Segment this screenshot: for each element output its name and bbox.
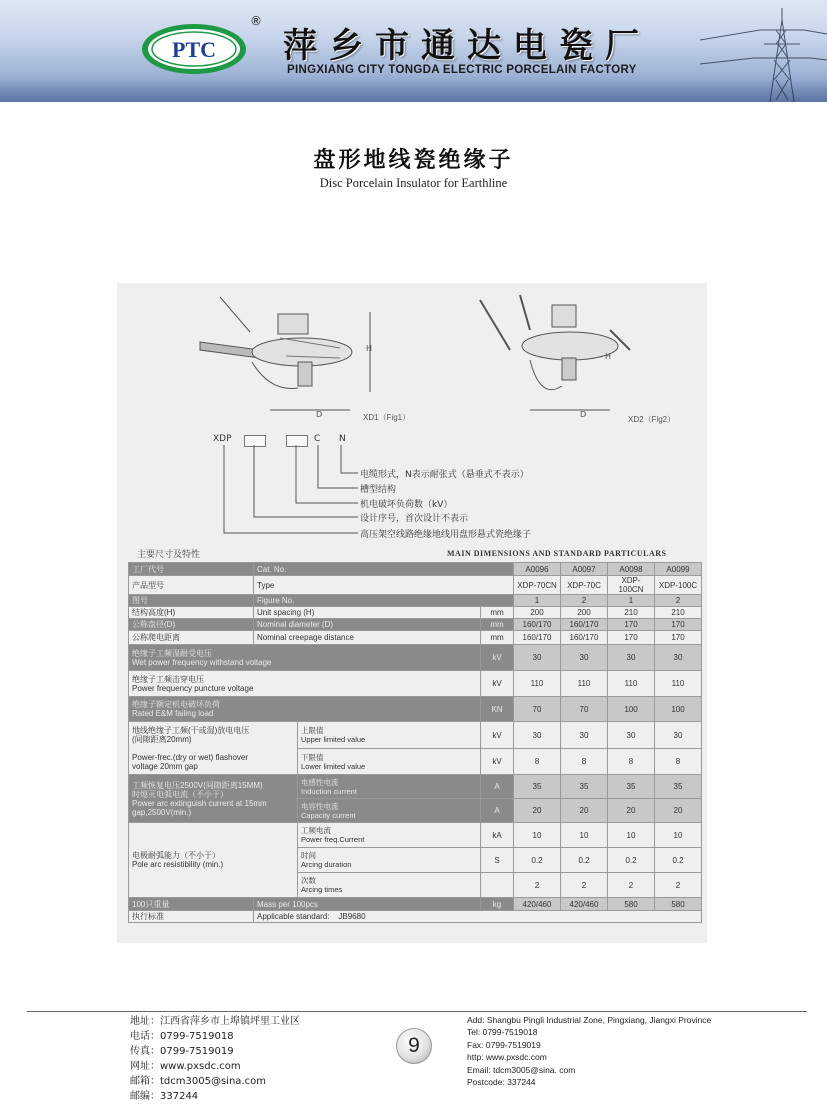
cell-value: 30 <box>514 722 561 749</box>
cell-value: 20 <box>514 799 561 823</box>
label-cn: 绝缘子额定机电破坏负荷 <box>132 700 220 709</box>
cell-value: 30 <box>608 722 655 749</box>
cell-value: 170 <box>608 631 655 645</box>
label-cn-2: (间隙距离20mm) <box>132 734 192 744</box>
cell-value: 30 <box>655 722 702 749</box>
label-en: Wet power frequency withstand voltage <box>132 657 272 667</box>
label-cn: 图号 <box>129 595 254 607</box>
label-pair <box>129 671 481 697</box>
unit: kV <box>481 645 514 671</box>
label-cn: 电极耐弧能力（不小于） <box>132 851 220 860</box>
label-en: Arcing duration <box>301 860 352 869</box>
label-cn: 次数 <box>301 876 316 885</box>
label-en: Applicable standard: <box>257 912 330 921</box>
label-cn: 电容性电流 <box>301 801 339 811</box>
label-cn: 执行标准 <box>129 911 254 923</box>
row-standard <box>129 911 702 923</box>
cell-value: 30 <box>608 645 655 671</box>
label-en: Lower limited value <box>301 761 366 771</box>
unit: kA <box>481 823 514 848</box>
label-cn: 公称爬电距离 <box>129 631 254 645</box>
row-type <box>129 576 702 595</box>
label-cn: 绝缘子工频击穿电压 <box>132 674 204 684</box>
row-mass <box>129 898 702 911</box>
cell-value: 0.2 <box>561 848 608 873</box>
ptc-logo <box>140 22 248 76</box>
cell-value: 160/170 <box>514 631 561 645</box>
label-cn: 产品型号 <box>129 576 254 595</box>
cell-value: 2 <box>561 873 608 898</box>
label-cn: 电感性电流 <box>301 777 339 787</box>
cell-value: 200 <box>561 607 608 619</box>
cell-value: 160/170 <box>561 631 608 645</box>
cell-value: 2 <box>561 595 608 607</box>
unit: A <box>481 799 514 823</box>
label-cn: 时间 <box>301 851 316 860</box>
cell-value: 1 <box>514 595 561 607</box>
row-diameter <box>129 619 702 631</box>
label-en: Nominal creepage distance <box>254 631 481 645</box>
cell-value: 2 <box>514 873 561 898</box>
cell-value: 170 <box>608 619 655 631</box>
sublabel-pair <box>298 775 481 799</box>
row-flashover-upper <box>129 722 702 749</box>
fig2-label: XD2（Fig2） <box>628 415 676 424</box>
cell-value: 20 <box>655 799 702 823</box>
model-code-prefix: XDP <box>213 434 232 444</box>
cell-value: 100 <box>608 697 655 722</box>
cell-value: 210 <box>608 607 655 619</box>
label-cn: 公称盘径(D) <box>129 619 254 631</box>
cell-value: 30 <box>561 645 608 671</box>
row-factory-code <box>129 563 702 576</box>
unit: kV <box>481 671 514 697</box>
cell-value: 580 <box>655 898 702 911</box>
cell-value: 110 <box>561 671 608 697</box>
cell-value: 10 <box>608 823 655 848</box>
registered-mark: ® <box>250 14 262 28</box>
cell-value: 210 <box>655 607 702 619</box>
address-cn: 地址：江西省萍乡市上埠镇坪里工业区 <box>130 1016 300 1027</box>
cell-value: 8 <box>608 749 655 775</box>
cell-value: 30 <box>561 722 608 749</box>
legend-line-2: 槽型结构 <box>360 485 397 495</box>
label-en: Rated E&M failing load <box>132 709 214 718</box>
label-en: Pole arc resistibility (min.) <box>132 860 224 869</box>
row-unit-spacing <box>129 607 702 619</box>
label-cn: 结构高度(H) <box>129 607 254 619</box>
unit: KN <box>481 697 514 722</box>
postcode-en: Postcode: 337244 <box>467 1077 536 1088</box>
cell-value: 170 <box>655 619 702 631</box>
sublabel-pair <box>298 873 481 898</box>
standard-code: JB9680 <box>338 912 366 921</box>
cell-value: 35 <box>608 775 655 799</box>
cell-value: 8 <box>514 749 561 775</box>
label-en: Mass per 100pcs <box>254 898 481 911</box>
label-cn: 工厂代号 <box>129 563 254 576</box>
cell-value: 100 <box>655 697 702 722</box>
email-cn[interactable]: 邮箱：tdcm3005@sina.com <box>130 1076 266 1087</box>
extinguish-label <box>129 775 298 823</box>
legend-line-5: 高压架空线路绝缘地线用盘形悬式瓷绝缘子 <box>360 530 532 540</box>
row-induction-current <box>129 775 702 799</box>
cell-value: 30 <box>655 645 702 671</box>
label-en: Power arc extinguish current at 15mm <box>132 798 267 808</box>
company-name-cn: 萍乡市通达电瓷厂 <box>283 26 651 66</box>
cell-value: 70 <box>561 697 608 722</box>
unit: S <box>481 848 514 873</box>
cell-value: 420/460 <box>561 898 608 911</box>
label-cn: 下限值 <box>301 752 324 762</box>
website-cn[interactable]: 网址：www.pxsdc.com <box>130 1061 241 1072</box>
sublabel-pair <box>298 799 481 823</box>
label-en: Type <box>254 576 514 595</box>
table-caption-en: MAIN DIMENSIONS AND STANDARD PARTICULARS <box>447 549 667 558</box>
company-name-en: PINGXIANG CITY TONGDA ELECTRIC PORCELAIN FACTORY <box>287 64 637 76</box>
cell-value: 420/460 <box>514 898 561 911</box>
label-en: Arcing times <box>301 885 343 894</box>
unit: mm <box>481 631 514 645</box>
dim-h-fig2: H <box>605 352 612 361</box>
row-arc-current <box>129 823 702 848</box>
cell-a0096: A0096 <box>514 563 561 576</box>
cell-value: 170 <box>655 631 702 645</box>
sublabel-pair <box>298 722 481 749</box>
label-en: Power frequency puncture voltage <box>132 683 254 693</box>
dim-d-fig2: D <box>580 410 587 419</box>
cell-value: 2 <box>655 873 702 898</box>
cell-value: 8 <box>655 749 702 775</box>
footer-contact-en <box>467 1014 711 1088</box>
footer-divider <box>27 1011 807 1012</box>
label-cn: 地线绝缘子工频(干或湿)放电电压 <box>132 725 250 735</box>
arc-label <box>129 823 298 898</box>
cell-value: 110 <box>655 671 702 697</box>
legend-line-4: 设计序号，首次设计不表示 <box>360 514 469 524</box>
postcode-cn: 邮编：337244 <box>130 1091 199 1102</box>
page-subtitle: Disc Porcelain Insulator for Earthline <box>319 176 508 190</box>
label-en: Nominal diameter (D) <box>254 619 481 631</box>
cell-value: 2 <box>655 595 702 607</box>
sublabel-pair <box>298 848 481 873</box>
cell-value: 2 <box>608 873 655 898</box>
sublabel-pair <box>298 823 481 848</box>
fig1-label: XD1（Fig1） <box>363 413 411 422</box>
label-en: Cat. No. <box>254 563 514 576</box>
model-code-n: N <box>339 434 346 444</box>
cell-value: 110 <box>514 671 561 697</box>
row-wet-withstand <box>129 645 702 671</box>
unit: A <box>481 775 514 799</box>
fax-cn: 传真：0799-7519019 <box>130 1046 234 1057</box>
label-en: Power freq.Current <box>301 835 365 844</box>
cell-value: 70 <box>514 697 561 722</box>
cell-value: 110 <box>608 671 655 697</box>
unit <box>481 873 514 898</box>
row-puncture <box>129 671 702 697</box>
model-code-leader-lines <box>220 445 370 540</box>
label-en: Induction current <box>301 786 357 796</box>
spec-table <box>128 562 702 923</box>
label-cn: 上限值 <box>301 726 324 735</box>
insulator-drawing-fig1 <box>190 292 380 432</box>
label-cn: 工频电流 <box>301 826 331 835</box>
cell-value: 35 <box>561 775 608 799</box>
website-en[interactable]: http: www.pxsdc.com <box>467 1052 547 1063</box>
cell-a0098: A0098 <box>608 563 655 576</box>
flashover-label <box>129 722 298 775</box>
cell-value: 0.2 <box>608 848 655 873</box>
cell-value: 20 <box>608 799 655 823</box>
label-cn: 绝缘子工频湿耐受电压 <box>132 648 212 658</box>
legend-line-1: 电缆形式，N表示耐张式（悬垂式不表示） <box>360 470 529 480</box>
dim-h-fig1: H <box>366 344 373 353</box>
cell-value: 10 <box>514 823 561 848</box>
row-figure <box>129 595 702 607</box>
unit: kg <box>481 898 514 911</box>
cell-value: 10 <box>655 823 702 848</box>
table-caption-cn: 主要尺寸及特性 <box>137 550 201 560</box>
email-en[interactable]: Email: tdcm3005@sina. com <box>467 1064 576 1075</box>
row-creepage <box>129 631 702 645</box>
label-pair <box>129 645 481 671</box>
cell-value: 0.2 <box>514 848 561 873</box>
cell-value: XDP-100C <box>655 576 702 595</box>
label-cn: 工频恢复电压2500V(间隙距离15MM) <box>132 780 263 790</box>
tel-en: Tel: 0799-7519018 <box>467 1027 538 1038</box>
unit: mm <box>481 619 514 631</box>
cell-value: 160/170 <box>561 619 608 631</box>
sublabel-pair <box>298 749 481 775</box>
address-en: Add: Shangbu Pingli Industrial Zone, Pingxiang, Jiangxi Province <box>467 1015 712 1025</box>
tel-cn: 电话：0799-7519018 <box>130 1031 234 1042</box>
label-en: Figure No. <box>254 595 514 607</box>
cell-value: 580 <box>608 898 655 911</box>
dim-d-fig1: D <box>316 410 323 419</box>
label-pair <box>129 697 481 722</box>
power-tower-icon <box>700 0 827 102</box>
label-en-2: voltage 20mm gap <box>132 761 198 771</box>
header-banner <box>0 0 827 102</box>
fax-en: Fax: 0799-7519019 <box>467 1039 541 1050</box>
cell-value: XDP-100CN <box>608 576 655 595</box>
label-en: Capacity current <box>301 810 356 820</box>
page-title: 盘形地线瓷绝缘子 <box>313 147 514 173</box>
standard-value <box>254 911 702 923</box>
cell-value: 0.2 <box>655 848 702 873</box>
cell-a0097: A0097 <box>561 563 608 576</box>
cell-value: 35 <box>514 775 561 799</box>
cell-value: 1 <box>608 595 655 607</box>
page-number: 9 <box>396 1028 432 1064</box>
label-cn: 100只重量 <box>129 898 254 911</box>
cell-value: 160/170 <box>514 619 561 631</box>
unit: kV <box>481 722 514 749</box>
model-code-c: C <box>314 434 321 444</box>
cell-value: 20 <box>561 799 608 823</box>
cell-value: 200 <box>514 607 561 619</box>
label-cn-2: 时熄灭电弧电流（不小于） <box>132 789 228 799</box>
cell-value: 8 <box>561 749 608 775</box>
legend-line-3: 机电破坏负荷数（kV） <box>360 500 453 510</box>
logo-text: PTC <box>172 37 216 62</box>
cell-value: XDP-70C <box>561 576 608 595</box>
label-en: Power-frec.(dry or wet) flashover <box>132 752 249 762</box>
label-en: Upper limited value <box>301 735 366 744</box>
row-em-load <box>129 697 702 722</box>
footer-contact-cn <box>130 1014 300 1104</box>
unit: kV <box>481 749 514 775</box>
cell-value: 35 <box>655 775 702 799</box>
cell-value: 10 <box>561 823 608 848</box>
cell-value: 30 <box>514 645 561 671</box>
insulator-drawing-fig2 <box>470 290 660 430</box>
label-en-2: gap,2500V(min.) <box>132 807 192 817</box>
cell-a0099: A0099 <box>655 563 702 576</box>
unit: mm <box>481 607 514 619</box>
cell-value: XDP-70CN <box>514 576 561 595</box>
label-en: Unit spacing (H) <box>254 607 481 619</box>
